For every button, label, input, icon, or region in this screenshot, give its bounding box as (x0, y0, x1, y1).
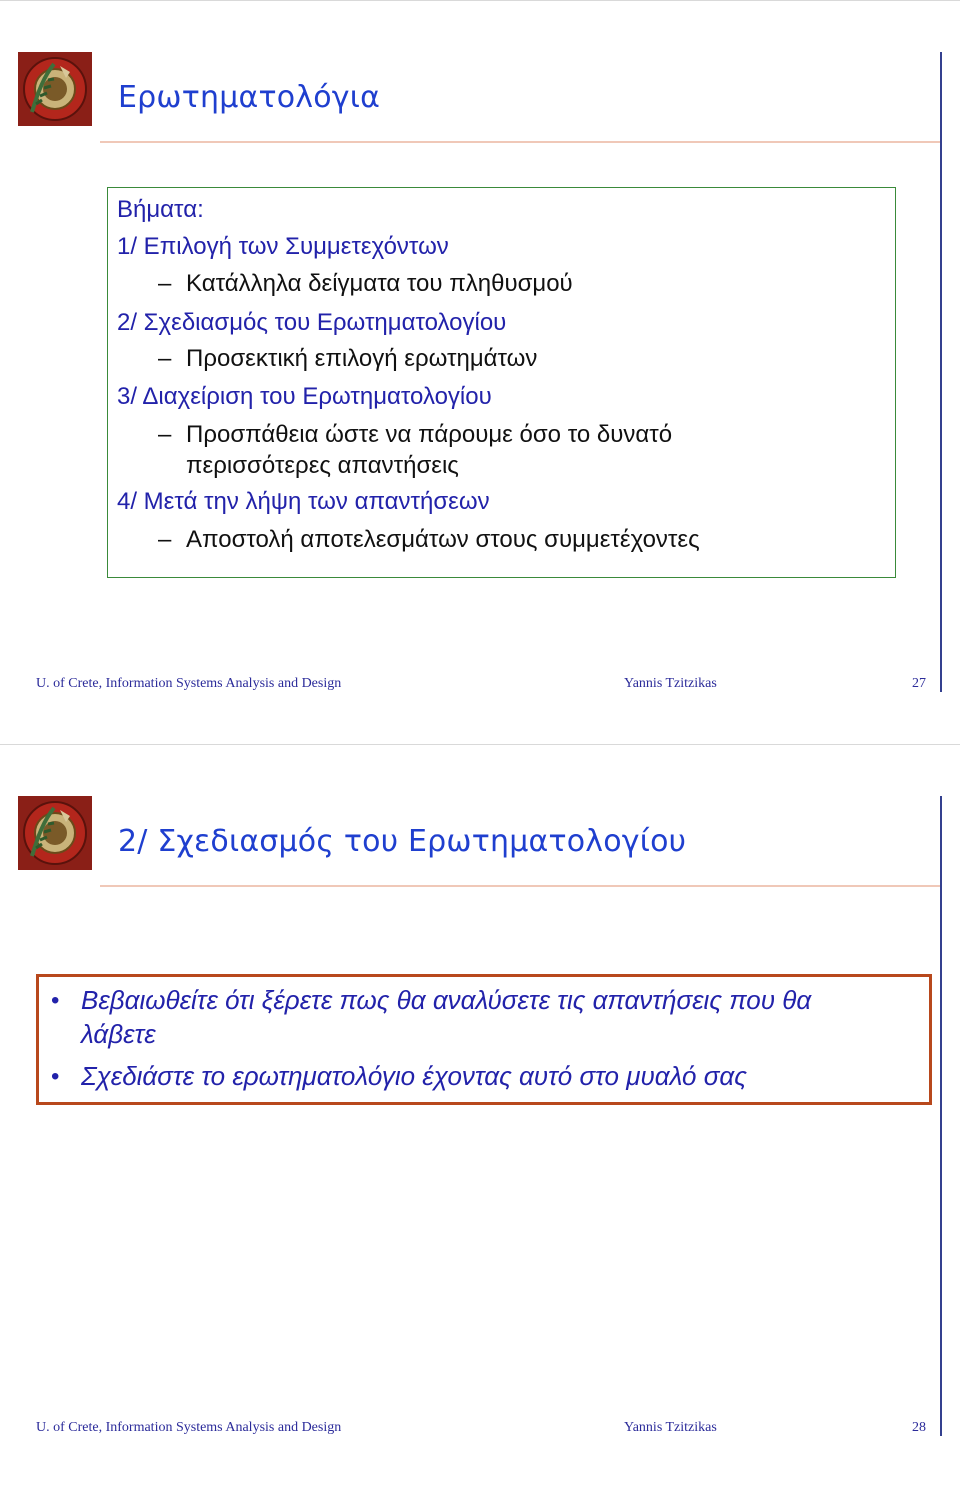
university-seal-icon (18, 52, 92, 126)
slide-27 (0, 0, 960, 744)
dash-marker: – (158, 270, 172, 297)
slide-title: 2/ Σχεδιασμός του Ερωτηματολογίου (118, 824, 687, 859)
steps-box (107, 187, 896, 578)
right-edge-rule (940, 796, 942, 1436)
guideline-2: Σχεδιάστε το ερωτηματολόγιο έχοντας αυτό στο μυαλό σας (81, 1061, 747, 1091)
dash-marker: – (158, 421, 172, 448)
footer-course: U. of Crete, Information Systems Analysis and Design (36, 1420, 342, 1435)
university-seal-icon (18, 796, 92, 870)
dash-marker: – (158, 345, 172, 372)
footer-course: U. of Crete, Information Systems Analysis and Design (36, 676, 342, 691)
bullet-marker: • (51, 987, 60, 1014)
slide-28 (0, 744, 960, 1488)
bullet-marker: • (51, 1063, 60, 1090)
slide-title: Ερωτηματολόγια (118, 80, 381, 115)
right-edge-rule (940, 52, 942, 692)
step-2: 2/ Σχεδιασμός του Ερωτηματολογίου (117, 309, 507, 336)
footer-page-number: 27 (912, 676, 926, 691)
step-3-detail: Προσπάθεια ώστε να πάρουμε όσο το δυνατό (186, 421, 673, 448)
step-1-detail: Κατάλληλα δείγματα του πληθυσμού (186, 270, 573, 297)
footer-author: Yannis Tzitzikas (624, 676, 717, 691)
slide-top-border (0, 744, 960, 745)
slide-top-border (0, 0, 960, 1)
step-1: 1/ Επιλογή των Συμμετεχόντων (117, 233, 449, 260)
footer-author: Yannis Tzitzikas (624, 1420, 717, 1435)
guideline-1-cont: λάβετε (81, 1019, 156, 1049)
step-4: 4/ Μετά την λήψη των απαντήσεων (117, 488, 490, 515)
dash-marker: – (158, 526, 172, 553)
step-2-detail: Προσεκτική επιλογή ερωτημάτων (186, 345, 538, 372)
guidelines-box (36, 974, 932, 1105)
footer-page-number: 28 (912, 1420, 926, 1435)
step-3-detail-cont: περισσότερες απαντήσεις (186, 452, 459, 479)
steps-heading: Βήματα: (117, 196, 204, 223)
guideline-1: Βεβαιωθείτε ότι ξέρετε πως θα αναλύσετε τις απαντήσεις που θα (81, 985, 812, 1015)
step-3: 3/ Διαχείριση του Ερωτηματολογίου (117, 383, 492, 410)
title-divider (100, 141, 942, 143)
step-4-detail: Αποστολή αποτελεσμάτων στους συμμετέχοντες (186, 526, 700, 553)
title-divider (100, 885, 942, 887)
